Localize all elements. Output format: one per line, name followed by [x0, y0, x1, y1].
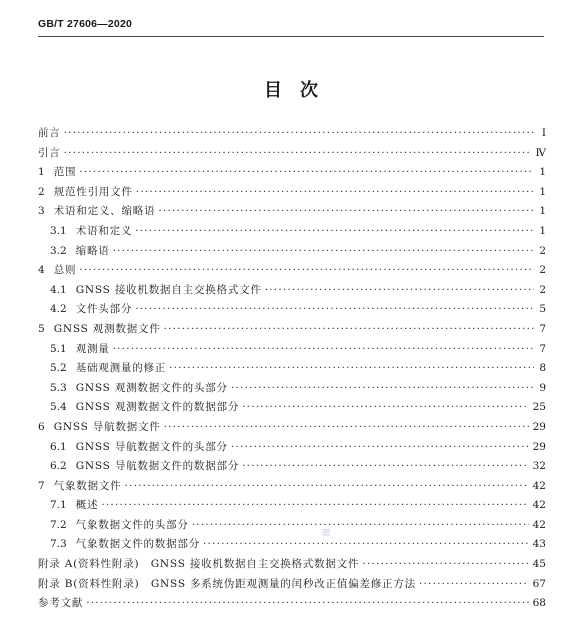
toc-entry-number: 4 [38, 264, 45, 277]
toc-entry[interactable] [38, 535, 546, 555]
toc-dot-leader [231, 379, 534, 399]
toc-dot-leader [64, 144, 532, 164]
toc-entry[interactable] [38, 163, 546, 183]
toc-dot-leader [242, 398, 529, 418]
toc-entry-title: GNSS 观测数据文件 [53, 322, 161, 335]
toc-entry-number: 3.2 [50, 244, 67, 257]
table-of-contents [38, 124, 546, 614]
watermark-logo: ≡ [321, 525, 332, 539]
toc-entry-number: 5.4 [50, 401, 67, 414]
toc-entry-title: 参考文献 [38, 597, 84, 610]
toc-entry-number: 6 [38, 420, 45, 433]
toc-dot-leader [231, 438, 529, 458]
toc-entry[interactable] [38, 340, 546, 360]
toc-entry[interactable] [38, 379, 546, 399]
toc-entry-number: 3 [38, 205, 45, 218]
toc-entry-page: 42 [532, 518, 546, 531]
toc-entry-title: 缩略语 [75, 244, 110, 257]
toc-dot-leader [158, 202, 534, 222]
toc-dot-leader [113, 340, 534, 360]
toc-entry[interactable] [38, 281, 546, 301]
standard-code: GB/T 27606—2020 [38, 18, 133, 30]
toc-entry-title: GNSS 导航数据文件的头部分 [75, 440, 228, 453]
toc-entry-title: 前言 [38, 127, 61, 139]
toc-dot-leader [164, 418, 529, 438]
toc-entry-page: 29 [532, 440, 546, 453]
toc-entry[interactable] [38, 418, 546, 438]
toc-entry-title: GNSS 接收机数据自主交换格式文件 [75, 283, 262, 296]
toc-entry-title: 附录 A(资料性附录) GNSS 接收机数据自主交换格式数据文件 [38, 558, 360, 571]
toc-entry[interactable] [38, 359, 546, 379]
toc-entry-number: 1 [38, 166, 45, 179]
toc-entry-page: 67 [532, 577, 546, 590]
toc-entry[interactable] [38, 261, 546, 281]
toc-entry[interactable] [38, 202, 546, 222]
toc-dot-leader [265, 281, 534, 301]
toc-entry-title: GNSS 观测数据文件的数据部分 [75, 401, 240, 414]
toc-entry-page: 8 [539, 362, 546, 375]
toc-entry-page: 5 [539, 303, 546, 316]
toc-entry-number: 5.3 [50, 381, 67, 394]
toc-entry[interactable] [38, 144, 546, 164]
toc-entry[interactable] [38, 594, 546, 614]
toc-entry-number: 5 [38, 322, 45, 335]
toc-entry-page: 45 [532, 558, 546, 571]
toc-dot-leader [113, 242, 534, 262]
toc-dot-leader [101, 496, 528, 516]
toc-dot-leader [125, 477, 529, 497]
toc-entry-title: 气象数据文件的头部分 [75, 518, 189, 531]
toc-dot-leader [135, 300, 534, 320]
toc-entry-page: 1 [539, 166, 546, 179]
toc-entry-title: GNSS 导航数据文件的数据部分 [75, 460, 240, 473]
toc-dot-leader [164, 320, 534, 340]
toc-entry-page: 1 [539, 205, 546, 218]
toc-entry[interactable] [38, 555, 546, 575]
toc-entry-number: 4.2 [50, 303, 67, 316]
toc-entry[interactable] [38, 183, 546, 203]
toc-entry[interactable] [38, 438, 546, 458]
toc-entry-page: 43 [532, 538, 546, 551]
toc-entry-number: 7.1 [50, 499, 67, 512]
toc-entry-page: 42 [532, 479, 546, 492]
toc-entry-page: 7 [539, 322, 546, 335]
toc-dot-leader [169, 359, 534, 379]
toc-entry[interactable] [38, 516, 546, 539]
toc-entry-title: 引言 [38, 146, 61, 159]
toc-entry-title: 文件头部分 [75, 303, 133, 316]
toc-dot-leader [136, 183, 534, 203]
page-title: 目 次 [264, 80, 318, 101]
toc-entry-number: 7.2 [50, 518, 67, 531]
toc-dot-leader [64, 124, 534, 144]
toc-entry-number: 7.3 [50, 538, 67, 551]
toc-entry-page: Ⅳ [535, 146, 546, 159]
toc-entry-title: 基础观测量的修正 [75, 362, 167, 375]
toc-entry-page: 29 [532, 420, 546, 433]
toc-entry-page: 9 [539, 381, 546, 394]
toc-dot-leader [203, 535, 529, 555]
toc-entry-page: 1 [539, 185, 546, 198]
toc-entry-title: GNSS 观测数据文件的头部分 [75, 381, 228, 394]
toc-entry-page: 2 [539, 264, 546, 277]
toc-entry[interactable] [38, 477, 546, 497]
toc-entry-title: 范围 [53, 166, 77, 179]
toc-entry-page: 2 [539, 283, 546, 296]
toc-entry-title: 气象数据文件的数据部分 [75, 538, 201, 551]
toc-entry-number: 2 [38, 185, 45, 198]
toc-entry-title: 规范性引用文件 [53, 185, 133, 198]
toc-entry-page: 1 [539, 224, 546, 237]
toc-entry-number: 6.2 [50, 460, 67, 473]
toc-entry-title: GNSS 导航数据文件 [53, 420, 161, 433]
toc-entry-page: 42 [532, 499, 546, 512]
toc-entry-number: 7 [38, 479, 45, 492]
toc-entry-page: 7 [539, 342, 546, 355]
toc-entry-title: 总则 [53, 264, 77, 277]
toc-entry-number: 3.1 [50, 224, 67, 237]
toc-entry-title: 气象数据文件 [53, 479, 122, 492]
toc-entry-title: 术语和定义 [75, 224, 133, 237]
toc-entry[interactable] [38, 242, 546, 262]
toc-entry-page: 25 [532, 401, 546, 414]
toc-dot-leader [135, 222, 534, 242]
toc-entry-title: 附录 B(资料性附录) GNSS 多系统伪距观测量的闰秒改正值偏差修正方法 [38, 577, 416, 590]
toc-entry-number: 5.2 [50, 362, 67, 375]
header-divider [38, 36, 544, 37]
toc-entry-page: 32 [532, 460, 546, 473]
toc-entry-number: 6.1 [50, 440, 67, 453]
toc-dot-leader [192, 516, 529, 539]
toc-entry[interactable] [38, 222, 546, 242]
toc-dot-leader [419, 575, 529, 595]
toc-entry-page: 2 [539, 244, 546, 257]
toc-entry-title: 观测量 [75, 342, 110, 355]
toc-entry[interactable] [38, 575, 546, 595]
toc-dot-leader [242, 457, 529, 477]
toc-dot-leader [362, 555, 528, 575]
toc-entry[interactable] [38, 320, 546, 340]
toc-entry-page: 68 [532, 597, 546, 610]
toc-entry[interactable] [38, 398, 546, 418]
toc-dot-leader [86, 594, 528, 614]
toc-entry-page: Ⅰ [541, 127, 546, 139]
toc-dot-leader [79, 163, 534, 183]
toc-entry[interactable] [38, 300, 546, 320]
toc-entry-title: 概述 [75, 499, 99, 512]
toc-dot-leader [79, 261, 534, 281]
toc-entry-number: 4.1 [50, 283, 67, 296]
toc-entry[interactable] [38, 496, 546, 516]
toc-entry[interactable] [38, 124, 546, 144]
toc-entry-title: 术语和定义、缩略语 [53, 205, 156, 218]
toc-entry[interactable] [38, 457, 546, 477]
toc-entry-number: 5.1 [50, 342, 67, 355]
